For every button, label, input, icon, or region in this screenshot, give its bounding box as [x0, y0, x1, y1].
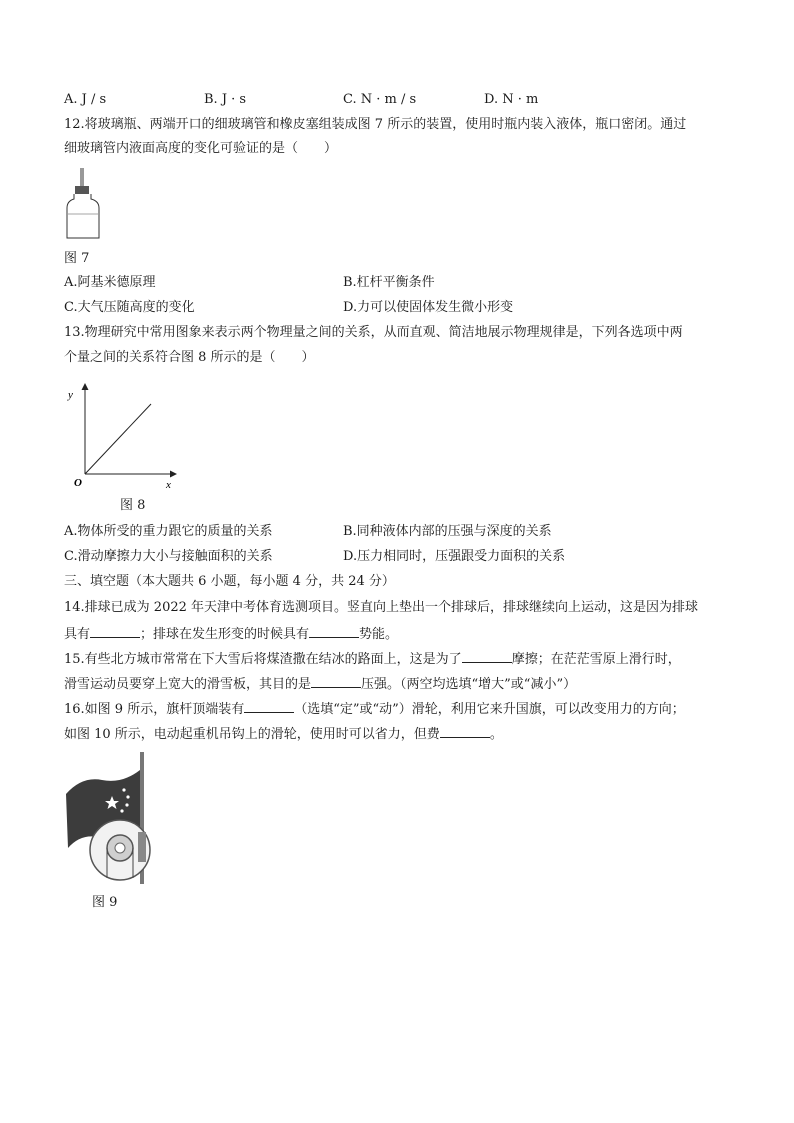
q14-text-b: ；排球在发生形变的时候具有: [140, 627, 310, 642]
q12-stem-line2: 细玻璃管内液面高度的变化可验证的是（ ）: [64, 141, 338, 156]
q11-option-d: D. N · m: [484, 92, 539, 107]
q13-option-a: A.物体所受的重力跟它的质量的关系: [64, 524, 273, 539]
q16-stem-line2: [64, 724, 503, 743]
q12-option-a: A.阿基米德原理: [64, 275, 156, 290]
figure9-caption: 图 9: [92, 895, 118, 910]
q11-option-a: A. J / s: [64, 92, 107, 107]
q13-option-b: B.同种液体内部的压强与深度的关系: [343, 524, 552, 539]
q12-stem-line1: 12.将玻璃瓶、两端开口的细玻璃管和橡皮塞组装成图 7 所示的装置，使用时瓶内装入液体，瓶口密闭。通过: [64, 117, 687, 132]
q14-text-a: 具有: [64, 627, 91, 642]
section3-title: 三、填空题（本大题共 6 小题，每小题 4 分，共 24 分）: [64, 574, 395, 589]
q16-blank-1[interactable]: [244, 699, 294, 713]
bottle-apparatus-figure: [64, 166, 104, 242]
figure8-caption: 图 8: [120, 498, 146, 513]
q14-blank-1[interactable]: [90, 624, 140, 638]
q16-text-c: 如图 10 所示，电动起重机吊钩上的滑轮，使用时可以省力，但费: [64, 727, 440, 742]
q13-option-d: D.压力相同时，压强跟受力面积的关系: [343, 549, 566, 564]
q15-text-c: 滑雪运动员要穿上宽大的滑雪板，其目的是: [64, 677, 312, 692]
q11-option-c: C. N · m / s: [343, 92, 417, 107]
q12-option-c: C.大气压随高度的变化: [64, 300, 195, 315]
q15-text-b: 摩擦；在茫茫雪原上滑行时，: [511, 652, 681, 667]
q14-text-c: 势能。: [359, 627, 399, 642]
q16-stem-line1: [64, 699, 685, 718]
origin-label: O: [74, 477, 82, 489]
q14-stem-line1: 14.排球已成为 2022 年天津中考体育选测项目。竖直向上垫出一个排球后，排球继续向上运动，这是因为排球: [64, 600, 699, 615]
q15-stem-line1: [64, 649, 681, 668]
q16-blank-2[interactable]: [440, 724, 490, 738]
q16-text-d: 。: [489, 727, 503, 742]
q15-blank-1[interactable]: [462, 649, 512, 663]
y-axis-label: y: [68, 389, 73, 401]
q13-stem-line1: 13.物理研究中常用图象来表示两个物理量之间的关系，从而直观、简洁地展示物理规律是，下列各选项中两: [64, 325, 683, 340]
q16-text-a: 16.如图 9 所示，旗杆顶端装有: [64, 702, 245, 717]
flag-pulley-figure: [62, 752, 162, 886]
figure7-caption: 图 7: [64, 251, 90, 266]
q14-blank-2[interactable]: [309, 624, 359, 638]
q15-blank-2[interactable]: [311, 674, 361, 688]
q11-option-b: B. J · s: [204, 92, 247, 107]
q12-option-d: D.力可以使固体发生微小形变: [343, 300, 514, 315]
q15-text-d: 压强。（两空均选填“增大”或“减小”）: [361, 677, 577, 692]
q16-text-b: （选填“定”或“动”）滑轮，利用它来升国旗，可以改变用力的方向；: [294, 702, 685, 717]
figure8-chart: [60, 378, 190, 494]
q13-option-c: C.滑动摩擦力大小与接触面积的关系: [64, 549, 273, 564]
q14-stem-line2: [64, 624, 398, 643]
q13-stem-line2: 个量之间的关系符合图 8 所示的是（ ）: [64, 350, 315, 365]
series-line: [85, 404, 151, 474]
q15-stem-line2: [64, 674, 576, 693]
q15-text-a: 15.有些北方城市常常在下大雪后将煤渣撒在结冰的路面上，这是为了: [64, 652, 462, 667]
x-axis-label: x: [166, 479, 171, 491]
q12-option-b: B.杠杆平衡条件: [343, 275, 435, 290]
